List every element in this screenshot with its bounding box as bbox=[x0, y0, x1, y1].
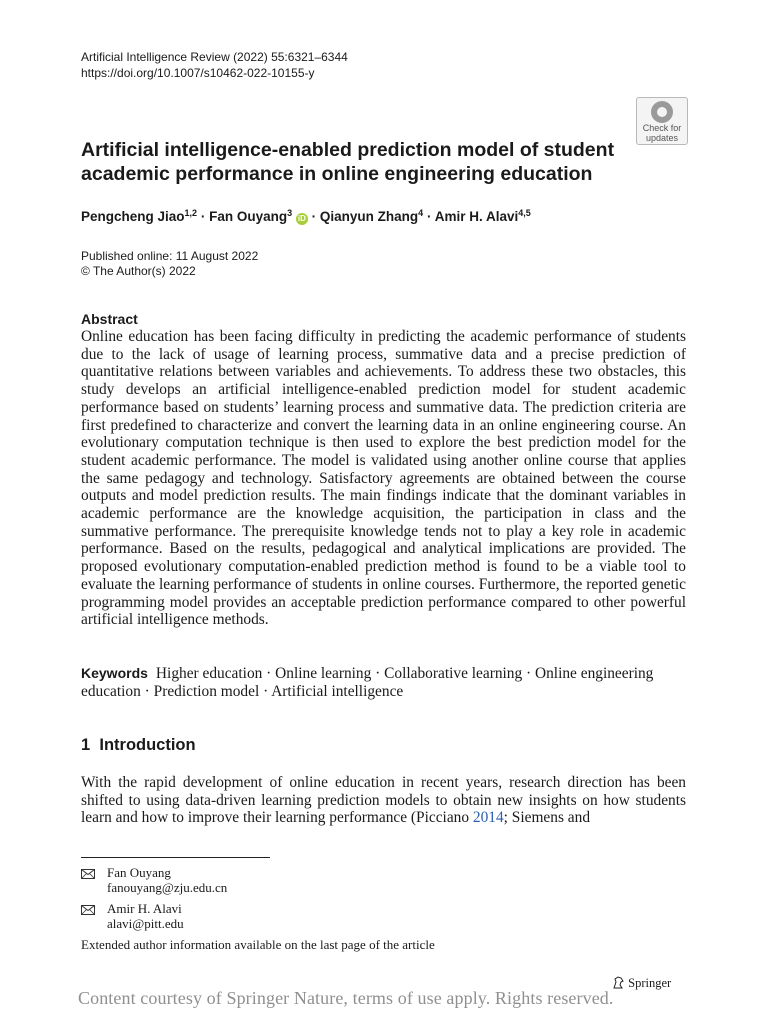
introduction-text bbox=[81, 774, 686, 827]
envelope-icon bbox=[81, 905, 95, 915]
footnote-name: Amir H. Alavi bbox=[107, 901, 182, 916]
check-updates-icon bbox=[651, 101, 673, 123]
check-updates-line1: Check for bbox=[642, 123, 682, 133]
envelope-icon bbox=[81, 869, 95, 879]
intro-text-before: With the rapid development of online education in recent years, research direction has been shifted to using data-driven learning prediction models to obtain new insights on how students learn and how to improve their learning performance (Picciano bbox=[81, 774, 686, 827]
doi-link[interactable]: https://doi.org/10.1007/s10462-022-10155-y bbox=[81, 66, 315, 80]
author-affiliation: 4 bbox=[418, 208, 424, 218]
author-name: Pengcheng Jiao bbox=[81, 209, 185, 224]
springer-horse-icon bbox=[612, 976, 625, 989]
footnote-name: Fan Ouyang bbox=[107, 865, 171, 880]
author-name: Amir H. Alavi bbox=[434, 209, 519, 224]
check-for-updates-badge[interactable] bbox=[636, 97, 688, 145]
journal-citation: Artificial Intelligence Review (2022) 55:6321–6344 bbox=[81, 50, 348, 64]
section-heading bbox=[81, 736, 196, 755]
journal-header bbox=[81, 49, 348, 81]
article-title: Artificial intelligence-enabled prediction model of student academic performance in online engineering education bbox=[81, 139, 615, 185]
keywords-text: Higher education · Online learning · Collaborative learning · Online engineering education · Prediction model · Artificial intelligence bbox=[81, 665, 654, 700]
courtesy-watermark: Content courtesy of Springer Nature, terms of use apply. Rights reserved. bbox=[78, 988, 614, 1008]
published-date: Published online: 11 August 2022 bbox=[81, 249, 259, 263]
author-affiliation: 3 bbox=[287, 208, 293, 218]
citation-link[interactable]: 2014 bbox=[472, 809, 504, 827]
check-updates-line2: updates bbox=[645, 133, 679, 143]
section-title: Introduction bbox=[99, 736, 196, 754]
abstract-text: Online education has been facing difficulty in predicting the academic performance of students due to the lack of usage of learning process, summative data and a precise prediction of quantitative relations between variables and achievements. To address these two obstacles, this study develops an artificial intelligence-enabled prediction model for student academic performance based on students’ learning process and summative data. The prediction criteria are first predefined to characterize and convert the learning data in an online engineering course. An evolutionary computation technique is then used to explore the best prediction model for the student academic performance. The model is validated using another online course that applies the same pedagogy and technology. Satisfactory agreements are obtained between the course outputs and model prediction results. The main findings indicate that the dominant variables in academic performance are the knowledge acquisition, the participation in class and the summative performance. The prerequisite knowledge tends not to play a key role in academic performance. Based on the results, pedagogical and analytical implications are provided. The proposed evolutionary computation-enabled prediction method is found to be a viable tool to evaluate the learning performance of students in online courses. Furthermore, the reported genetic programming model provides an acceptable prediction performance compared to other powerful artificial intelligence methods. bbox=[81, 328, 686, 629]
section-number: 1 bbox=[81, 736, 91, 754]
publisher-name: Springer bbox=[628, 976, 672, 990]
publication-info bbox=[81, 249, 258, 279]
author-affiliation: 4,5 bbox=[518, 208, 531, 218]
author-separator: · bbox=[200, 209, 206, 224]
footnote-email[interactable]: fanouyang@zju.edu.cn bbox=[107, 880, 228, 895]
author-name: Fan Ouyang bbox=[209, 209, 288, 224]
author-affiliation: 1,2 bbox=[184, 208, 198, 218]
intro-text-after: ; Siemens and bbox=[503, 809, 591, 827]
extended-author-info: Extended author information available on the last page of the article bbox=[81, 937, 435, 952]
abstract-heading: Abstract bbox=[81, 311, 138, 327]
corresponding-author bbox=[107, 901, 184, 931]
author-separator: · bbox=[426, 209, 432, 224]
keywords bbox=[81, 664, 686, 701]
corresponding-author bbox=[107, 865, 227, 895]
footnote-email[interactable]: alavi@pitt.edu bbox=[107, 916, 184, 931]
author-separator: · bbox=[311, 209, 317, 224]
publisher-logo bbox=[612, 976, 671, 991]
author-name: Qianyun Zhang bbox=[319, 209, 419, 224]
keywords-label: Keywords bbox=[81, 665, 148, 681]
copyright: © The Author(s) 2022 bbox=[81, 264, 196, 278]
orcid-icon[interactable]: iD bbox=[297, 214, 306, 223]
footnote-divider bbox=[81, 857, 270, 858]
author-list bbox=[81, 208, 531, 225]
